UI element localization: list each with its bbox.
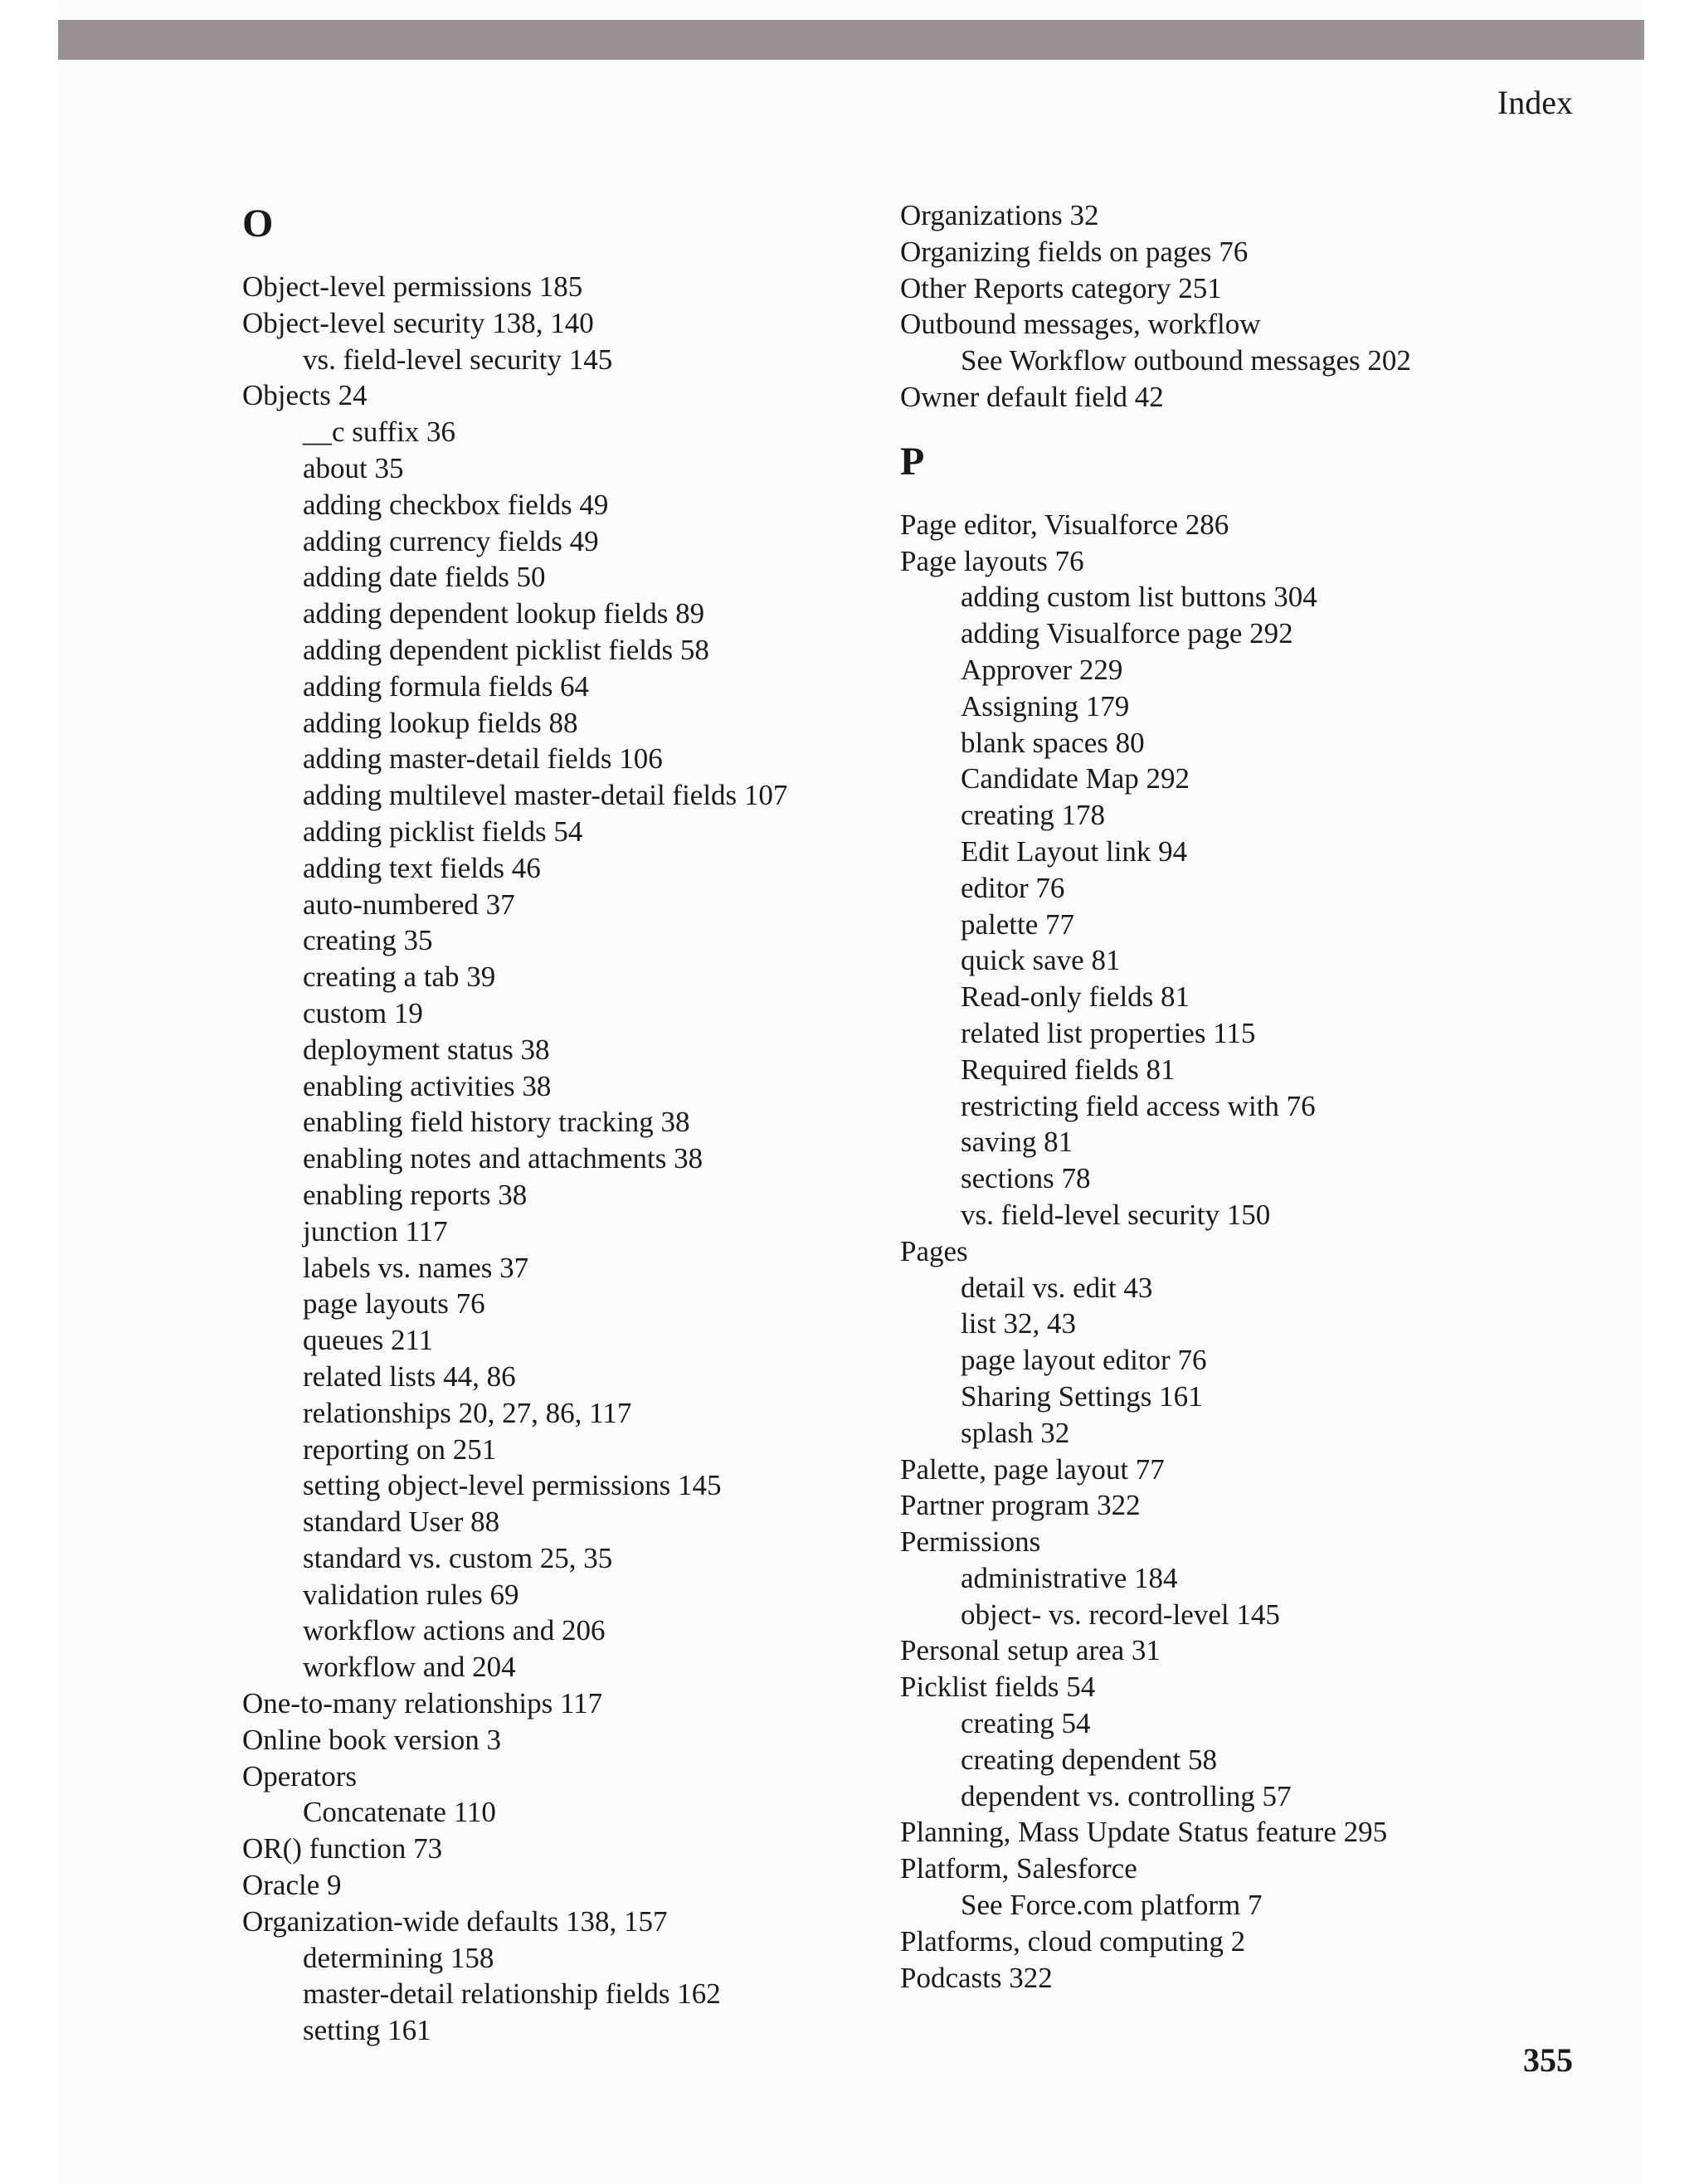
index-entry: Outbound messages, workflow	[900, 308, 1261, 341]
index-entry: Operators	[242, 1759, 358, 1792]
index-subentry: page layout editor 76	[961, 1344, 1207, 1377]
index-subentry: enabling notes and attachments 38	[303, 1142, 703, 1175]
index-subentry: setting object-level permissions 145	[303, 1469, 722, 1502]
index-entry: Object-level permissions 185	[242, 270, 583, 303]
index-subentry: quick save 81	[961, 944, 1121, 977]
index-subentry: editor 76	[961, 871, 1065, 904]
index-subentry: labels vs. names 37	[303, 1251, 529, 1284]
index-subentry: page layouts 76	[303, 1287, 485, 1321]
index-subentry: adding currency fields 49	[303, 524, 599, 557]
index-subentry: palette 77	[961, 907, 1075, 941]
index-subentry: enabling activities 38	[303, 1069, 552, 1102]
index-subentry: about 35	[303, 451, 404, 484]
index-subentry: related list properties 115	[961, 1016, 1256, 1049]
section-letter-o: O	[242, 202, 274, 246]
index-subentry: Sharing Settings 161	[961, 1379, 1203, 1413]
index-subentry: Edit Layout link 94	[961, 834, 1188, 868]
index-subentry: standard User 88	[303, 1505, 500, 1539]
index-entry: Oracle 9	[242, 1869, 342, 1902]
index-subentry: creating 35	[303, 924, 433, 957]
index-entry: Objects 24	[242, 379, 368, 412]
index-subentry: object- vs. record-level 145	[961, 1598, 1280, 1631]
index-subentry: Candidate Map 292	[961, 762, 1190, 795]
index-subentry: adding formula fields 64	[303, 669, 590, 703]
index-entry: Organization-wide defaults 138, 157	[242, 1904, 668, 1938]
index-entry: Online book version 3	[242, 1723, 502, 1756]
index-subentry: adding text fields 46	[303, 851, 541, 884]
index-subentry: reporting on 251	[303, 1432, 497, 1466]
index-subentry: workflow and 204	[303, 1651, 516, 1684]
index-subentry: auto-numbered 37	[303, 888, 515, 921]
index-entry-list-o-continued	[900, 197, 1411, 416]
index-entry: Partner program 322	[900, 1489, 1141, 1522]
index-subentry: validation rules 69	[303, 1578, 519, 1611]
index-subentry: junction 117	[303, 1214, 448, 1248]
index-subentry: Assigning 179	[961, 689, 1130, 722]
index-subentry: detail vs. edit 43	[961, 1271, 1153, 1304]
index-subentry: master-detail relationship fields 162	[303, 1977, 721, 2011]
index-column-right	[900, 197, 1411, 1996]
index-subentry: blank spaces 80	[961, 726, 1145, 759]
running-head: Index	[1497, 84, 1573, 121]
index-subentry: See Force.com platform 7	[961, 1889, 1263, 1922]
index-subentry: workflow actions and 206	[303, 1614, 606, 1647]
index-subentry: adding multilevel master-detail fields 107	[303, 779, 788, 812]
index-subentry: adding date fields 50	[303, 561, 546, 594]
index-subentry: creating 54	[961, 1707, 1091, 1740]
index-subentry: adding Visualforce page 292	[961, 617, 1293, 650]
index-subentry: enabling reports 38	[303, 1178, 528, 1211]
index-subentry: Approver 229	[961, 653, 1123, 686]
index-entry: Object-level security 138, 140	[242, 306, 594, 339]
index-entry: Palette, page layout 77	[900, 1452, 1165, 1486]
section-letter-p: P	[900, 439, 925, 484]
index-entry: Podcasts 322	[900, 1961, 1053, 1994]
index-entry: Platform, Salesforce	[900, 1852, 1137, 1885]
index-subentry: relationships 20, 27, 86, 117	[303, 1396, 632, 1429]
header-rule-bar	[58, 20, 1644, 60]
index-entry-list-o	[242, 269, 787, 2049]
page-number: 355	[1523, 2041, 1573, 2079]
index-subentry: restricting field access with 76	[961, 1089, 1316, 1122]
index-entry: Permissions	[900, 1525, 1041, 1559]
index-subentry: dependent vs. controlling 57	[961, 1779, 1292, 1812]
index-subentry: creating 178	[961, 799, 1105, 832]
index-subentry: administrative 184	[961, 1561, 1178, 1594]
index-entry: Other Reports category 251	[900, 271, 1222, 304]
index-column-left	[242, 197, 787, 2049]
index-subentry: deployment status 38	[303, 1033, 550, 1066]
index-subentry: vs. field-level security 145	[303, 343, 613, 376]
index-entry: Planning, Mass Update Status feature 295	[900, 1816, 1388, 1849]
index-entry: Page layouts 76	[900, 544, 1084, 577]
index-subentry: Required fields 81	[961, 1053, 1176, 1086]
index-subentry: determining 158	[303, 1941, 494, 1974]
index-subentry: setting 161	[303, 2014, 431, 2047]
index-subentry: Read-only fields 81	[961, 980, 1190, 1014]
index-subentry: adding master-detail fields 106	[303, 742, 663, 776]
index-entry-list-p	[900, 507, 1411, 1997]
index-subentry: saving 81	[961, 1126, 1073, 1159]
index-subentry: adding custom list buttons 304	[961, 581, 1317, 614]
index-entry: Owner default field 42	[900, 380, 1164, 413]
index-subentry: creating dependent 58	[961, 1743, 1218, 1776]
index-subentry: creating a tab 39	[303, 961, 496, 994]
index-entry: One-to-many relationships 117	[242, 1687, 603, 1720]
index-subentry: standard vs. custom 25, 35	[303, 1541, 613, 1574]
index-subentry: enabling field history tracking 38	[303, 1106, 690, 1139]
index-entry: OR() function 73	[242, 1832, 443, 1865]
index-subentry: splash 32	[961, 1416, 1070, 1449]
index-subentry: Concatenate 110	[303, 1796, 496, 1829]
index-entry: Personal setup area 31	[900, 1634, 1161, 1667]
index-subentry: related lists 44, 86	[303, 1360, 516, 1393]
index-subentry: adding checkbox fields 49	[303, 488, 609, 521]
index-entry: Organizing fields on pages 76	[900, 235, 1249, 268]
index-entry: Picklist fields 54	[900, 1671, 1096, 1704]
index-entry: Platforms, cloud computing 2	[900, 1924, 1246, 1958]
index-entry: Pages	[900, 1234, 968, 1267]
index-entry: Organizations 32	[900, 199, 1099, 231]
index-subentry: adding picklist fields 54	[303, 815, 583, 848]
index-subentry: vs. field-level security 150	[961, 1198, 1271, 1231]
index-subentry: list 32, 43	[961, 1307, 1077, 1340]
index-subentry: See Workflow outbound messages 202	[961, 344, 1411, 377]
index-subentry: queues 211	[303, 1324, 434, 1357]
index-subentry: custom 19	[303, 996, 423, 1029]
index-entry: Page editor, Visualforce 286	[900, 508, 1229, 541]
index-subentry: __c suffix 36	[303, 416, 456, 449]
index-subentry: adding dependent lookup fields 89	[303, 597, 705, 630]
index-subentry: adding dependent picklist fields 58	[303, 633, 709, 666]
index-subentry: sections 78	[961, 1162, 1091, 1195]
index-subentry: adding lookup fields 88	[303, 706, 578, 739]
